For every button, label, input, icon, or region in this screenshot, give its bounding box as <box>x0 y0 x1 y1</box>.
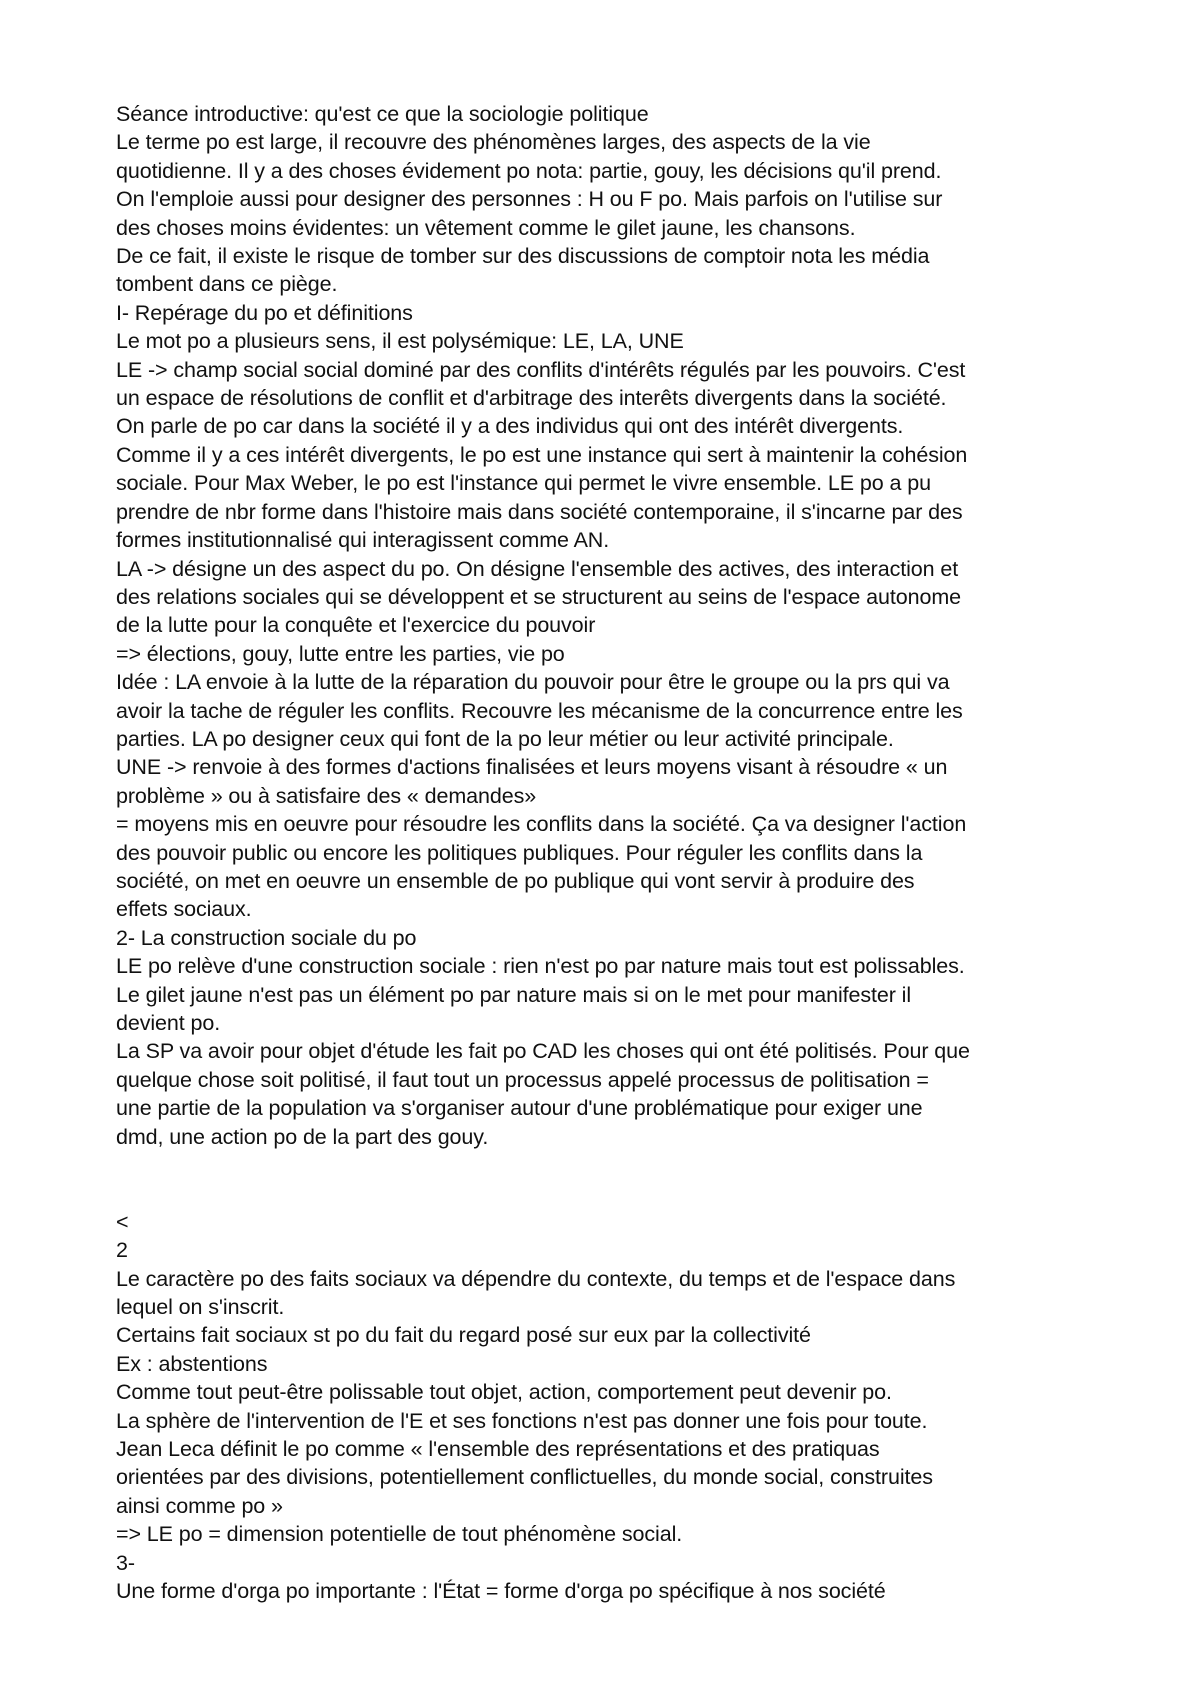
document-section-1 <box>116 100 1106 1151</box>
text-line: dmd, une action po de la part des gouy. <box>116 1124 489 1149</box>
text-line: < <box>116 1209 129 1234</box>
text-line: Une forme d'orga po importante : l'État = forme d'orga po spécifique à nos société <box>116 1579 886 1604</box>
text-line: un espace de résolutions de conflit et d'arbitrage des interêts divergents dans la société. <box>116 386 947 411</box>
text-line: prendre de nbr forme dans l'histoire mais dans société contemporaine, il s'incarne par des <box>116 499 963 524</box>
text-line: Comme tout peut-être polissable tout objet, action, comportement peut devenir po. <box>116 1380 892 1405</box>
text-line: ainsi comme po » <box>116 1493 283 1518</box>
text-line: = moyens mis en oeuvre pour résoudre les conflits dans la société. Ça va designer l'action <box>116 812 967 837</box>
text-line: sociale. Pour Max Weber, le po est l'instance qui permet le vivre ensemble. LE po a pu <box>116 471 931 496</box>
text-line: LE po relève d'une construction sociale : rien n'est po par nature mais tout est polissables. <box>116 954 965 979</box>
text-line: Le caractère po des faits sociaux va dépendre du contexte, du temps et de l'espace dans <box>116 1266 956 1291</box>
text-line: problème » ou à satisfaire des « demandes» <box>116 783 537 808</box>
text-line: de la lutte pour la conquête et l'exercice du pouvoir <box>116 613 596 638</box>
section-heading: 2- La construction sociale du po <box>116 925 417 950</box>
text-line: Certains fait sociaux st po du fait du regard posé sur eux par la collectivité <box>116 1323 811 1348</box>
text-line: devient po. <box>116 1011 221 1035</box>
text-line: UNE -> renvoie à des formes d'actions finalisées et leurs moyens visant à résoudre « un <box>116 755 948 780</box>
text-line: Le terme po est large, il recouvre des phénomènes larges, des aspects de la vie <box>116 130 871 155</box>
text-line: une partie de la population va s'organiser autour d'une problématique pour exiger une <box>116 1096 923 1121</box>
text-line: effets sociaux. <box>116 897 252 922</box>
text-line: parties. LA po designer ceux qui font de la po leur métier ou leur activité principale. <box>116 726 894 751</box>
text-line: LA -> désigne un des aspect du po. On désigne l'ensemble des actives, des interaction et <box>116 556 959 581</box>
text-line: tombent dans ce piège. <box>116 272 338 297</box>
text-line: société, on met en oeuvre un ensemble de po publique qui vont servir à produire des <box>116 868 915 893</box>
text-line: => LE po = dimension potentielle de tout phénomène social. <box>116 1522 683 1547</box>
text-line: Le mot po a plusieurs sens, il est polysémique: LE, LA, UNE <box>116 329 684 354</box>
text-line: => élections, gouy, lutte entre les parties, vie po <box>116 641 565 666</box>
text-line: Idée : LA envoie à la lutte de la réparation du pouvoir pour être le groupe ou la prs qui va <box>116 670 950 695</box>
text-line: avoir la tache de réguler les conflits. Recouvre les mécanisme de la concurrence entre les <box>116 698 963 723</box>
text-line: Comme il y a ces intérêt divergents, le po est une instance qui sert à maintenir la cohésion <box>116 442 968 467</box>
document-title: Séance introductive: qu'est ce que la sociologie politique <box>116 102 649 126</box>
text-line: orientées par des divisions, potentiellement conflictuelles, du monde social, construites <box>116 1465 933 1490</box>
text-line: Ex : abstentions <box>116 1351 268 1376</box>
text-line: On parle de po car dans la société il y a des individus qui ont des intérêt divergents. <box>116 414 904 439</box>
text-line: des pouvoir public ou encore les politiques publiques. Pour réguler les conflits dans la <box>116 840 923 865</box>
text-line: des relations sociales qui se développent et se structurent au seins de l'espace autonome <box>116 584 961 609</box>
text-line: lequel on s'inscrit. <box>116 1295 285 1320</box>
text-line: LE -> champ social social dominé par des conflits d'intérêts régulés par les pouvoirs. C'est <box>116 357 966 382</box>
page-marker: 2 <box>116 1238 128 1263</box>
section-heading: I- Repérage du po et définitions <box>116 300 413 325</box>
text-line: des choses moins évidentes: un vêtement comme le gilet jaune, les chansons. <box>116 215 856 240</box>
section-heading: 3- <box>116 1550 135 1575</box>
blank-gap <box>116 1151 1106 1208</box>
text-line: Jean Leca définit le po comme « l'ensemble des représentations et des pratiquas <box>116 1437 880 1462</box>
text-line: La sphère de l'intervention de l'E et ses fonctions n'est pas donner une fois pour toute. <box>116 1408 928 1433</box>
text-line: Le gilet jaune n'est pas un élément po par nature mais si on le met pour manifester il <box>116 982 912 1007</box>
text-line: De ce fait, il existe le risque de tomber sur des discussions de comptoir nota les média <box>116 244 930 269</box>
text-line: On l'emploie aussi pour designer des personnes : H ou F po. Mais parfois on l'utilise sur <box>116 187 943 212</box>
text-line: formes institutionnalisé qui interagissent comme AN. <box>116 528 610 553</box>
text-line: La SP va avoir pour objet d'étude les fait po CAD les choses qui ont été politisés. Pour que <box>116 1039 970 1064</box>
text-line: quelque chose soit politisé, il faut tout un processus appelé processus de politisation = <box>116 1067 929 1092</box>
document-section-2 <box>116 1208 1106 1606</box>
text-line: quotidienne. Il y a des choses évidement po nota: partie, gouy, les décisions qu'il prend. <box>116 158 942 183</box>
document-page <box>116 100 1106 1606</box>
